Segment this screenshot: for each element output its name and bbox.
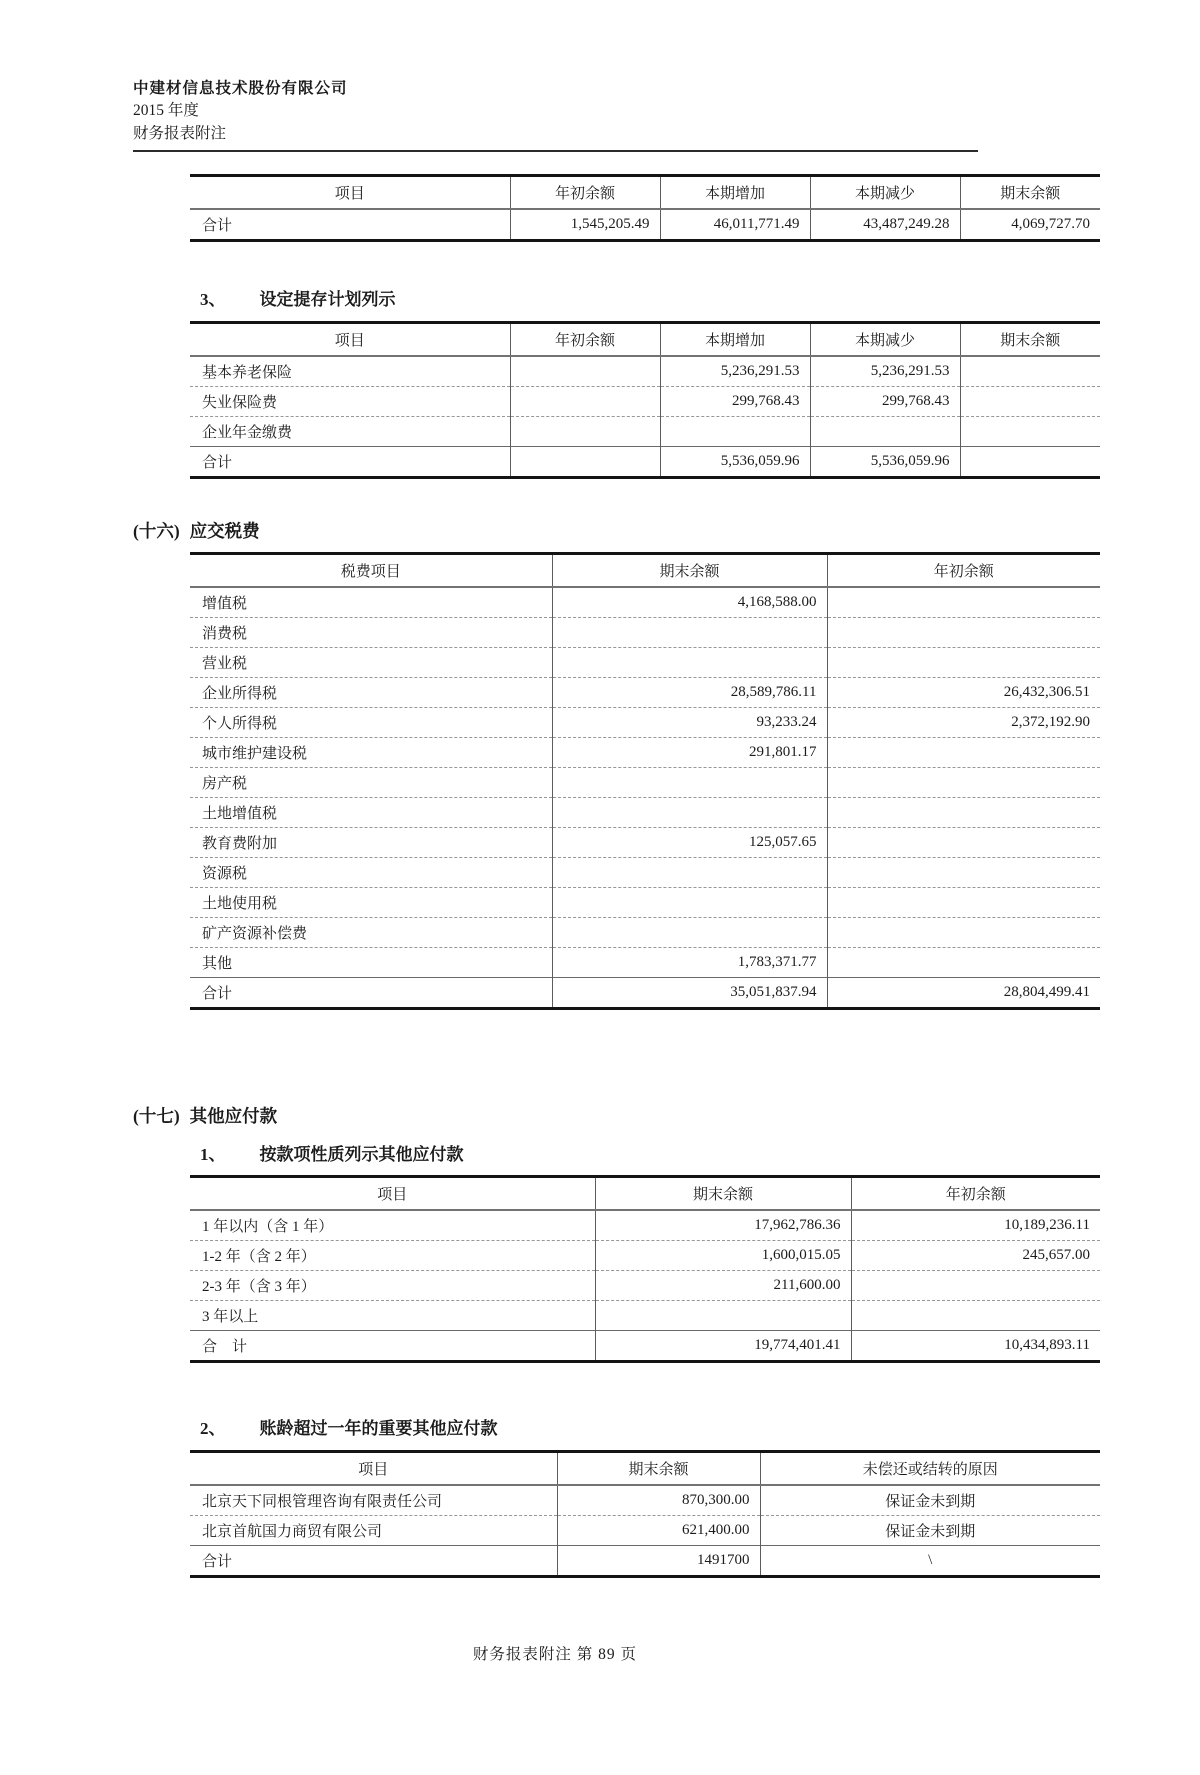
section-title: 其他应付款 <box>189 1105 278 1126</box>
cell-value: 1,545,205.49 <box>510 209 660 241</box>
column-header: 期末余额 <box>960 176 1100 210</box>
defined-contribution-table <box>190 321 1100 479</box>
cell-value: 5,536,059.96 <box>660 446 810 477</box>
cell-value <box>960 416 1100 446</box>
cell-value: 5,236,291.53 <box>660 356 810 387</box>
fiscal-year: 2015 年度 <box>133 102 199 120</box>
cell-value: 17,962,786.36 <box>595 1210 851 1241</box>
cell-value: 保证金未到期 <box>760 1515 1100 1545</box>
column-header: 年初余额 <box>510 176 660 210</box>
row-label: 合计 <box>190 446 510 477</box>
row-label: 合计 <box>190 977 552 1008</box>
section-title: 应交税费 <box>189 520 260 541</box>
column-header: 本期增加 <box>660 322 810 356</box>
table-header-row <box>190 322 1100 356</box>
table-header-row <box>190 1177 1100 1211</box>
section-number: 2、 <box>200 1419 226 1439</box>
row-label: 营业税 <box>190 647 552 677</box>
company-name: 中建材信息技术股份有限公司 <box>133 80 348 97</box>
row-label: 消费税 <box>190 617 552 647</box>
cell-value: 211,600.00 <box>595 1271 851 1301</box>
row-label: 资源税 <box>190 857 552 887</box>
cell-value <box>827 887 1100 917</box>
table-row <box>190 386 1100 416</box>
row-label: 2-3 年（含 3 年） <box>190 1271 595 1301</box>
cell-value <box>552 797 827 827</box>
cell-value: 26,432,306.51 <box>827 677 1100 707</box>
cell-value <box>510 416 660 446</box>
cell-value <box>595 1301 851 1331</box>
cell-value <box>510 446 660 477</box>
row-label: 1-2 年（含 2 年） <box>190 1241 595 1271</box>
column-header: 本期减少 <box>810 176 960 210</box>
section-title: 按款项性质列示其他应付款 <box>259 1144 464 1164</box>
table-row <box>190 947 1100 977</box>
row-label: 城市维护建设税 <box>190 737 552 767</box>
cell-value: 93,233.24 <box>552 707 827 737</box>
total-row <box>190 209 1100 241</box>
cell-value <box>827 917 1100 947</box>
row-label: 矿产资源补偿费 <box>190 917 552 947</box>
column-header: 项目 <box>377 1187 408 1204</box>
section-title: 设定提存计划列示 <box>259 290 396 310</box>
cell-value <box>827 797 1100 827</box>
cell-value <box>827 947 1100 977</box>
section-title: 账龄超过一年的重要其他应付款 <box>259 1419 498 1439</box>
cell-value: 43,487,249.28 <box>810 209 960 241</box>
cell-value <box>827 617 1100 647</box>
total-row <box>190 446 1100 477</box>
page <box>0 78 1200 1775</box>
table-row <box>190 1210 1100 1241</box>
cell-value <box>810 416 960 446</box>
page-footer: 财务报表附注 第 89 页 <box>472 1645 638 1663</box>
column-header: 期末余额 <box>595 1177 851 1211</box>
section-heading-other-payables <box>133 1106 1200 1127</box>
taxes-payable-table <box>190 552 1100 1010</box>
cell-value <box>552 887 827 917</box>
table-row <box>190 797 1100 827</box>
cell-value: 5,536,059.96 <box>810 446 960 477</box>
table-row <box>190 767 1100 797</box>
section-heading-defined-contribution <box>200 290 1200 310</box>
table-row <box>190 647 1100 677</box>
table-row <box>190 737 1100 767</box>
header-divider <box>133 150 978 152</box>
cell-value <box>510 386 660 416</box>
cell-value: 621,400.00 <box>557 1515 760 1545</box>
row-label: 合计 <box>190 1545 557 1576</box>
cell-value <box>851 1301 1100 1331</box>
total-row <box>190 1331 1100 1362</box>
cell-value: 46,011,771.49 <box>660 209 810 241</box>
table-header-row <box>190 176 1100 210</box>
total-row <box>190 1545 1100 1576</box>
table-row <box>190 587 1100 618</box>
cell-value: 保证金未到期 <box>760 1485 1100 1516</box>
column-header: 年初余额 <box>827 553 1100 587</box>
row-label: 土地增值税 <box>190 797 552 827</box>
column-header: 期末余额 <box>960 322 1100 356</box>
cell-value <box>552 917 827 947</box>
other-payables-by-nature-table <box>190 1175 1100 1363</box>
table-row <box>190 887 1100 917</box>
cell-value <box>827 857 1100 887</box>
row-label: 企业所得税 <box>190 677 552 707</box>
row-label: 房产税 <box>190 767 552 797</box>
row-label: 合 计 <box>190 1331 595 1362</box>
cell-value: 299,768.43 <box>660 386 810 416</box>
cell-value <box>552 767 827 797</box>
table-header-row <box>190 1451 1100 1485</box>
cell-value: 2,372,192.90 <box>827 707 1100 737</box>
column-header: 项目 <box>358 1461 389 1478</box>
cell-value: 870,300.00 <box>557 1485 760 1516</box>
cell-value <box>960 356 1100 387</box>
row-label: 北京天下同根管理咨询有限责任公司 <box>190 1485 557 1516</box>
row-label: 增值税 <box>190 587 552 618</box>
section-heading-taxes <box>133 521 1200 542</box>
cell-value: 10,189,236.11 <box>851 1210 1100 1241</box>
column-header: 项目 <box>334 332 365 349</box>
cell-value: 1491700 <box>557 1545 760 1576</box>
cell-value: 28,589,786.11 <box>552 677 827 707</box>
section-number: 1、 <box>200 1144 226 1164</box>
column-header: 未偿还或结转的原因 <box>760 1451 1100 1485</box>
table-row <box>190 1515 1100 1545</box>
cell-value <box>552 617 827 647</box>
column-header: 项目 <box>334 186 365 203</box>
summary-table-continued <box>190 174 1100 242</box>
column-header: 本期增加 <box>660 176 810 210</box>
row-label: 其他 <box>190 947 552 977</box>
cell-value: 1,600,015.05 <box>595 1241 851 1271</box>
cell-value: 291,801.17 <box>552 737 827 767</box>
subsection-heading-by-nature <box>200 1145 1200 1165</box>
row-label: 北京首航国力商贸有限公司 <box>190 1515 557 1545</box>
row-label: 基本养老保险 <box>190 356 510 387</box>
cell-value: 4,069,727.70 <box>960 209 1100 241</box>
cell-value <box>510 356 660 387</box>
cell-value <box>827 647 1100 677</box>
cell-value: 10,434,893.11 <box>851 1331 1100 1362</box>
table-row <box>190 617 1100 647</box>
table-row <box>190 1301 1100 1331</box>
cell-value: 4,168,588.00 <box>552 587 827 618</box>
doc-title: 财务报表附注 <box>133 124 227 142</box>
table-row <box>190 1271 1100 1301</box>
row-label: 企业年金缴费 <box>190 416 510 446</box>
cell-value: 299,768.43 <box>810 386 960 416</box>
table-row <box>190 416 1100 446</box>
row-label: 1 年以内（含 1 年） <box>190 1210 595 1241</box>
column-header: 期末余额 <box>557 1451 760 1485</box>
column-header: 年初余额 <box>510 322 660 356</box>
column-header: 期末余额 <box>552 553 827 587</box>
column-header: 税费项目 <box>340 563 401 580</box>
row-label: 教育费附加 <box>190 827 552 857</box>
cell-value <box>827 587 1100 618</box>
section-number: (十七) <box>133 1105 180 1126</box>
table-row <box>190 707 1100 737</box>
cell-value <box>827 737 1100 767</box>
row-label: 3 年以上 <box>190 1301 595 1331</box>
cell-value: 245,657.00 <box>851 1241 1100 1271</box>
total-row <box>190 977 1100 1008</box>
cell-value <box>552 647 827 677</box>
row-label: 合计 <box>190 209 510 241</box>
cell-value: 5,236,291.53 <box>810 356 960 387</box>
table-row <box>190 677 1100 707</box>
table-row <box>190 1241 1100 1271</box>
section-number: 3、 <box>200 290 226 310</box>
table-row <box>190 917 1100 947</box>
table-row <box>190 857 1100 887</box>
subsection-heading-aged-payables <box>200 1419 1200 1439</box>
cell-value <box>827 827 1100 857</box>
cell-value <box>960 386 1100 416</box>
row-label: 个人所得税 <box>190 707 552 737</box>
cell-value: 1,783,371.77 <box>552 947 827 977</box>
table-row <box>190 356 1100 387</box>
cell-value: 28,804,499.41 <box>827 977 1100 1008</box>
cell-value: 19,774,401.41 <box>595 1331 851 1362</box>
cell-value <box>827 767 1100 797</box>
aged-other-payables-table <box>190 1450 1100 1578</box>
section-number: (十六) <box>133 520 180 541</box>
column-header: 年初余额 <box>851 1177 1100 1211</box>
column-header: 本期减少 <box>810 322 960 356</box>
cell-value: 125,057.65 <box>552 827 827 857</box>
cell-value <box>660 416 810 446</box>
table-row <box>190 1485 1100 1516</box>
cell-value <box>552 857 827 887</box>
table-header-row <box>190 553 1100 587</box>
cell-value: \ <box>760 1545 1100 1576</box>
cell-value <box>960 446 1100 477</box>
table-row <box>190 827 1100 857</box>
row-label: 土地使用税 <box>190 887 552 917</box>
cell-value: 35,051,837.94 <box>552 977 827 1008</box>
cell-value <box>851 1271 1100 1301</box>
document-header <box>133 78 1200 145</box>
row-label: 失业保险费 <box>190 386 510 416</box>
